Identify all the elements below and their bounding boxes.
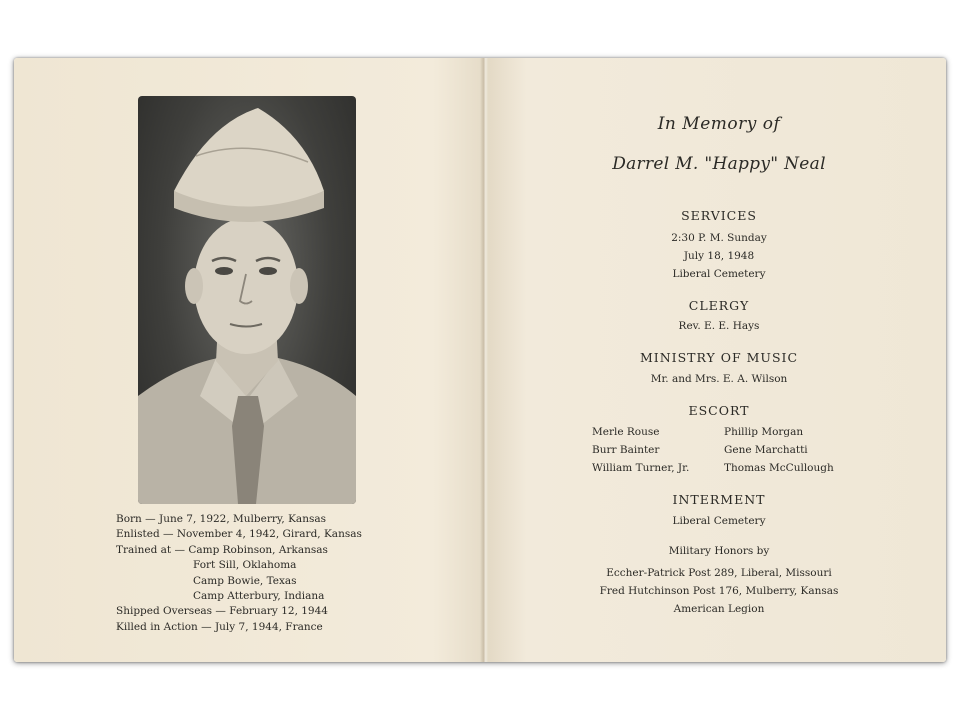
escort-name: Thomas McCullough bbox=[724, 462, 834, 474]
clergy-heading: CLERGY bbox=[688, 298, 750, 313]
honors-post-2: Fred Hutchinson Post 176, Mulberry, Kansas bbox=[599, 585, 839, 597]
bio-camp: Camp Bowie, Texas bbox=[193, 574, 297, 587]
escort-name: William Turner, Jr. bbox=[592, 462, 690, 474]
escort-name: Merle Rouse bbox=[592, 426, 660, 438]
bio-killed-in-action: Killed in Action — July 7, 1944, France bbox=[116, 620, 323, 633]
bio-enlisted: Enlisted — November 4, 1942, Girard, Kansas bbox=[116, 528, 362, 541]
honors-legion: American Legion bbox=[673, 603, 765, 615]
soldier-portrait-photo bbox=[138, 96, 356, 504]
interment-heading: INTERMENT bbox=[672, 492, 766, 507]
services-place: Liberal Cemetery bbox=[672, 268, 766, 280]
service-program bbox=[492, 58, 946, 662]
services-time: 2:30 P. M. Sunday bbox=[671, 232, 767, 244]
bio-camp: Fort Sill, Oklahoma bbox=[193, 559, 297, 572]
memorial-title: In Memory of bbox=[657, 114, 781, 134]
bio-camp: Camp Atterbury, Indiana bbox=[193, 590, 325, 603]
bio-trained-at: Trained at — Camp Robinson, Arkansas bbox=[116, 543, 328, 556]
services-heading: SERVICES bbox=[681, 208, 757, 223]
escort-name: Phillip Morgan bbox=[724, 426, 804, 438]
bio-shipped-overseas: Shipped Overseas — February 12, 1944 bbox=[116, 605, 328, 618]
music-heading: MINISTRY OF MUSIC bbox=[639, 350, 799, 365]
services-date: July 18, 1948 bbox=[683, 250, 755, 262]
memorial-card bbox=[14, 58, 946, 662]
honors-post-1: Eccher-Patrick Post 289, Liberal, Missouri bbox=[606, 567, 832, 579]
escort-name: Gene Marchatti bbox=[724, 444, 808, 456]
escort-heading: ESCORT bbox=[688, 403, 750, 418]
deceased-name: Darrel M. "Happy" Neal bbox=[612, 154, 826, 174]
bio-born: Born — June 7, 1922, Mulberry, Kansas bbox=[116, 513, 326, 525]
escort-name: Burr Bainter bbox=[592, 444, 660, 456]
service-record bbox=[116, 512, 456, 635]
honors-intro: Military Honors by bbox=[668, 545, 770, 557]
interment-place: Liberal Cemetery bbox=[672, 515, 766, 527]
clergy-name: Rev. E. E. Hays bbox=[678, 320, 760, 332]
card-fold bbox=[480, 58, 488, 662]
music-names: Mr. and Mrs. E. A. Wilson bbox=[650, 373, 788, 385]
